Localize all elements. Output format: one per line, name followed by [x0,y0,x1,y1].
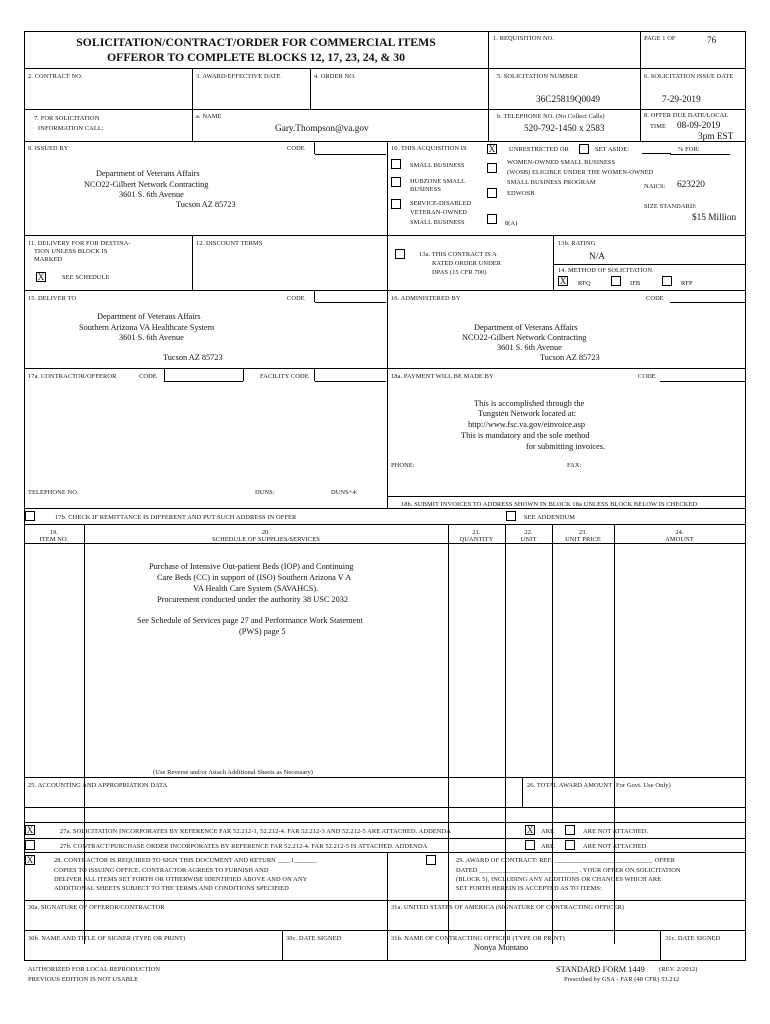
requisition-label: 1. REQUISITION NO. [493,35,555,42]
block27a-are-not: ARE NOT ATTACHED. [583,828,649,835]
time-label: TIME [650,123,667,130]
facility-code-label: FACILITY CODE [260,373,309,380]
block28-line3: DELIVER ALL ITEMS SET FORTH OR OTHERWISE IDENTIFIED ABOVE AND ON ANY [54,876,308,883]
block29-line1: 29. AWARD OF CONTRACT: REF. ______________________________ OFFER [456,857,676,864]
block27b-are: ARE [541,843,555,850]
deliver-to-line2: Southern Arizona VA Healthcare System [79,323,215,332]
schedule-desc-2: Care Beds (CC) in support of (ISO) Southern Arizona V A [157,573,352,582]
issued-by-code-label: CODE [287,145,305,152]
percent-for-label: % FOR: [678,146,700,153]
col-unit-price-num: 23. [578,529,588,536]
issued-by-line3: 3601 S. 6th Avenue [119,190,184,199]
fob-label-2: TION UNLESS BLOCK IS [34,248,108,255]
deliver-to-label: 15. DELIVER TO [28,295,77,302]
remittance-label: 17b. CHECK IF REMITTANCE IS DIFFERENT AND PUT SUCH ADDRESS IN OFFER [55,514,297,521]
eight-a-checkbox[interactable] [487,214,497,224]
deliver-to-code-label: CODE [287,295,305,302]
contractor-code-label: CODE [139,373,157,380]
sdvosb-label-2: VETERAN-OWNED [410,209,468,216]
rated-order-label-3: DPAS (15 CFR 700) [432,269,487,276]
name-label: a. NAME [196,113,222,120]
addendum-checkbox[interactable] [506,511,516,521]
addendum-label: SEE ADDENDUM [524,514,576,521]
payment-line5: for submitting invoices. [526,442,606,451]
fob-label-1: 11. DELIVERY FOR FOB DESTINA- [28,240,131,247]
block28-checkbox[interactable]: X [26,855,34,865]
hubzone-checkbox[interactable] [391,177,401,187]
signer-name-label: 30b. NAME AND TITLE OF SIGNER (TYPE OR PRINT) [28,935,186,942]
issued-by-label: 9. ISSUED BY [28,145,69,152]
issued-by-line1: Department of Veterans Affairs [96,169,200,178]
sdvosb-checkbox[interactable] [391,199,401,209]
reverse-note: (Use Reverse and/or Attach Additional Sheets as Necessary) [153,769,314,776]
small-business-label: SMALL BUSINESS [410,162,465,169]
administered-by-code-label: CODE [646,295,664,302]
col-schedule: SCHEDULE OF SUPPLIES/SERVICES [212,536,320,543]
award-date-label: 3. AWARD/EFFECTIVE DATE [196,73,281,80]
block28-line2: COPIES TO ISSUING OFFICE. CONTRACTOR AGREES TO FURNISH AND [54,867,269,874]
officer-date-label: 31c. DATE SIGNED [665,935,721,942]
block7-label-2: INFORMATION CALL: [38,125,104,132]
payment-code-label: CODE [638,373,656,380]
see-schedule-label: SEE SCHEDULE [62,274,110,281]
duns-label: DUNS: [255,489,275,496]
hubzone-label-2: BUSINESS [410,186,441,193]
schedule-desc-5: See Schedule of Services page 27 and Performance Work Statement [137,616,363,625]
schedule-desc-3: VA Health Care System (SAVAHCS). [193,584,319,593]
rfp-checkbox[interactable] [662,276,672,286]
wosb-checkbox[interactable] [487,163,497,173]
page-total: 76 [707,36,717,46]
rating-value: N/A [589,252,606,262]
fax-field-label: FAX: [567,462,582,469]
col-schedule-num: 20. [261,529,271,536]
rfq-checkbox[interactable]: X [559,276,567,286]
solicitation-number: 36C25819Q0049 [536,95,601,105]
total-award-label: 26. TOTAL AWARD AMOUNT (For Govt. Use Only) [527,782,671,789]
block27b-are-checkbox[interactable] [525,840,535,850]
ifb-checkbox[interactable] [611,276,621,286]
solicitation-no-label: 5. SOLICITATION NUMBER [497,73,578,80]
duns4-label: DUNS+4: [331,489,358,496]
officer-name: Nonya Montano [474,943,529,952]
sdvosb-label-3: SMALL BUSINESS [410,219,465,226]
offeror-signature-label: 30a. SIGNATURE OF OFFEROR/CONTRACTOR [28,904,165,911]
see-schedule-checkbox[interactable]: X [37,272,45,282]
block27b-are-not: ARE NOT ATTACHED [583,843,647,850]
small-business-checkbox[interactable] [391,159,401,169]
block27a-are-not-checkbox[interactable] [565,825,575,835]
unrestricted-checkbox[interactable]: X [488,144,496,154]
rated-order-label-1: 13a. THIS CONTRACT IS A [419,251,497,258]
col-quantity: QUANTITY [459,536,494,543]
wosb-label-1: WOMEN-OWNED SMALL BUSINESS [507,159,616,166]
schedule-desc-6: (PWS) page 5 [239,627,286,636]
payment-label: 18a. PAYMENT WILL BE MADE BY [391,373,494,380]
block28-line4: ADDITIONAL SHEETS SUBJECT TO THE TERMS AND CONDITIONS SPECIFIED [54,885,289,892]
edition-note: PREVIOUS EDITION IS NOT USABLE [28,976,139,983]
administered-by-label: 16. ADMINISTERED BY [391,295,461,302]
offeror-date-label: 30c. DATE SIGNED [286,935,342,942]
due-time: 3pm EST [698,132,734,142]
block27a-text: 27a. SOLICITATION INCORPORATES BY REFERENCE FAR 52.212-1, 52.212-4. FAR 52.212-3 AND 52.212-5 ARE ATTACHED. ADDENDA [60,828,451,835]
col-quantity-num: 21. [472,529,481,536]
col-amount-num: 24. [675,529,684,536]
telephone-label: TELEPHONE NO. [28,489,79,496]
officer-name-label: 31b. NAME OF CONTRACTING OFFICER (TYPE OR PRINT) [391,935,565,942]
block29-line2: DATED ______________________________ . YOUR OFFER ON SOLICITATION [456,867,681,874]
edwosb-checkbox[interactable] [487,188,497,198]
payment-line1: This is accomplished through the [474,399,585,408]
administered-by-line3: 3601 S. 6th Avenue [497,343,562,352]
phone-field-label: PHONE: [391,462,415,469]
size-standard-label: SIZE STANDARD: [644,203,697,210]
set-aside-checkbox[interactable] [579,144,589,154]
block29-line3: (BLOCK 5), INCLUDING ANY ADDITIONS OR CHANGES WHICH ARE [456,876,662,883]
block27a-are-checkbox[interactable]: X [526,825,534,835]
fob-label-3: MARKED [34,256,63,263]
discount-terms-label: 12. DISCOUNT TERMS [196,240,263,247]
block27b-checkbox[interactable] [25,840,35,850]
sdvosb-label-1: SERVICE-DISABLED [410,200,472,207]
col-amount: AMOUNT [665,536,694,543]
unrestricted-label: UNRESTRICTED OR [509,146,569,153]
method-label: 14. METHOD OF SOLICITATION [558,267,653,274]
edwosb-label: EDWOSB [507,190,535,197]
size-standard: $15 Million [692,213,737,223]
block27b-are-not-checkbox[interactable] [565,840,575,850]
block7-label-1: 7. FOR SOLICITATION [34,115,100,122]
issue-date: 7-29-2019 [662,95,701,105]
issue-date-label: 6. SOLICITATION ISSUE DATE [644,73,734,80]
rfq-label: RFQ [578,280,591,287]
block27a-checkbox[interactable]: X [26,825,34,835]
submit-invoices-label: 18b. SUBMIT INVOICES TO ADDRESS SHOWN IN BLOCK 18a UNLESS BLOCK BELOW IS CHECKED [401,501,698,508]
deliver-to-line1: Department of Veterans Affairs [97,312,201,321]
deliver-to-line4: Tucson AZ 85723 [163,353,223,362]
hubzone-label-1: HUBZONE SMALL [410,178,466,185]
wosb-label-3: SMALL BUSINESS PROGRAM [507,179,596,186]
wosb-label-2: (WOSB) ELIGIBLE UNDER THE WOMEN-OWNED [507,169,654,176]
contact-email: Gary.Thompson@va.gov [275,124,369,134]
col-unit-price: UNIT PRICE [565,536,601,543]
rated-order-label-2: RATED ORDER UNDER [432,260,502,267]
contract-no-label: 2. CONTRACT NO. [28,73,83,80]
eight-a-label: 8(A) [505,220,518,227]
payment-line3: http://www.fsc.va.gov/einvoice.asp [468,420,585,429]
issued-by-line2: NCO22-Gilbert Network Contracting [84,180,209,189]
due-date-label: 8. OFFER DUE DATE/LOCAL [644,112,729,119]
rated-order-checkbox[interactable] [395,249,405,259]
page-label: PAGE 1 OF [644,35,676,42]
col-item-no-num: 19. [49,529,59,536]
administered-by-line2: NCO22-Gilbert Network Contracting [462,333,587,342]
administered-by-line1: Department of Veterans Affairs [474,323,578,332]
rating-label: 13b. RATING [558,240,596,247]
set-aside-label: SET ASIDE: [595,146,630,153]
col-item-no: ITEM NO. [39,536,69,543]
block28-line1: 28. CONTRACTOR IS REQUIRED TO SIGN THIS DOCUMENT AND RETURN ____1_______ [54,857,318,864]
due-date: 08-09-2019 [677,121,721,131]
col-unit: UNIT [520,536,537,543]
administered-by-line4: Tucson AZ 85723 [540,353,600,362]
issued-by-line4: Tucson AZ 85723 [176,200,236,209]
contractor-label: 17a. CONTRACTOR/OFFEROR [28,373,117,380]
rfp-label: RFP [681,280,693,287]
accounting-label: 25. ACCOUNTING AND APPROPRIATION DATA [28,782,168,789]
schedule-desc-4: Procurement conducted under the authority 38 USC 2032 [157,595,349,604]
deliver-to-line3: 3601 S. 6th Avenue [119,333,184,342]
phone-label: b. TELEPHONE NO. (No Collect Calls) [497,113,605,120]
ifb-label: IFB [630,280,641,287]
naics-code: 623220 [677,180,705,190]
schedule-desc-1: Purchase of Intensive Out-patient Beds (IOP) and Continuing [149,562,354,571]
reproduction-note: AUTHORIZED FOR LOCAL REPRODUCTION [28,966,161,973]
block29-checkbox[interactable] [426,855,436,865]
form-title: SOLICITATION/CONTRACT/ORDER FOR COMMERCIAL ITEMS [76,35,436,49]
officer-signature-label: 31a. UNITED STATES OF AMERICA (SIGNATURE OF CONTRACTING OFFICER) [391,904,624,911]
naics-label: NAICS: [644,183,666,190]
prescribed-by: Prescribed by GSA - FAR (48 CFR) 53.212 [564,976,680,983]
col-unit-num: 22. [524,529,533,536]
block27a-are: ARE [541,828,555,835]
form-revision: (REV. 2/2012) [659,966,698,973]
order-no-label: 4. ORDER NO. [314,73,356,80]
acquisition-label: 10. THIS ACQUISITION IS [391,145,467,152]
form-number: STANDARD FORM 1449 [556,965,645,974]
payment-line4: This is mandatory and the sole method [461,431,590,440]
block27b-text: 27b. CONTRACT/PURCHASE ORDER INCORPORATES BY REFERENCE FAR 52.212-4. FAR 52.212-5 IS ATTACHED. ADDENDA [60,843,428,850]
form-subtitle: OFFEROR TO COMPLETE BLOCKS 12, 17, 23, 24, & 30 [106,50,406,64]
contact-phone: 520-792-1450 x 2583 [524,124,605,134]
block29-line4: SET FORTH HEREIN IS ACCEPTED AS TO ITEMS: [456,885,602,892]
payment-line2: Tungsten Network located at: [478,409,577,418]
remittance-checkbox[interactable] [25,511,35,521]
